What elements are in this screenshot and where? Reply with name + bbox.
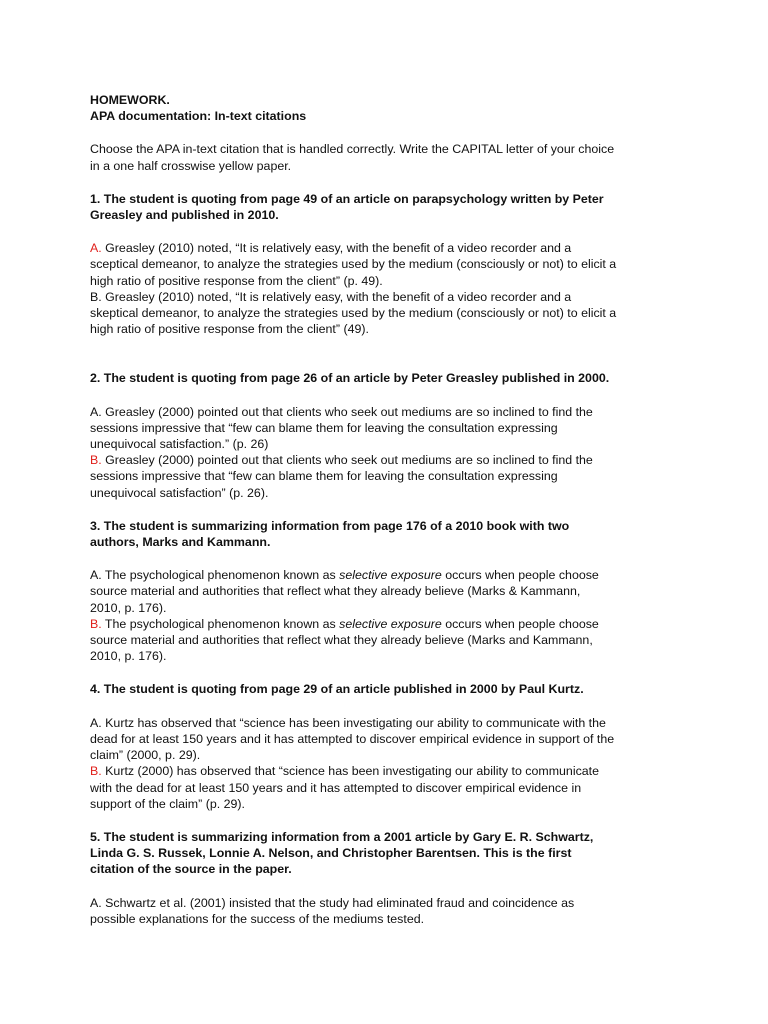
emphasized-term: selective exposure [339, 616, 442, 631]
option-line: source material and authorities that reflect what they already believe (Marks & Kammann, [90, 584, 581, 599]
prompt-line: 3. The student is summarizing information from page 176 of a 2010 book with two [90, 518, 570, 533]
option-line: The psychological phenomenon known as [101, 568, 340, 583]
question-5 [90, 829, 690, 927]
option-line: 2010, p. 176). [90, 649, 167, 664]
question-prompt [90, 370, 690, 386]
option-b [90, 289, 690, 338]
option-a [90, 715, 690, 764]
option-line: sessions impressive that “few can blame them for leaving the consultation expressing [90, 469, 558, 484]
question-2 [90, 370, 690, 500]
instructions [90, 141, 690, 173]
option-a [90, 567, 690, 616]
option-line: unequivocal satisfaction.” (p. 26) [90, 437, 269, 452]
option-letter: A. [90, 895, 102, 910]
question-1 [90, 191, 690, 338]
prompt-line: authors, Marks and Kammann. [90, 535, 271, 550]
prompt-line: 2. The student is quoting from page 26 of an article by Peter Greasley published in 2000. [90, 371, 610, 386]
option-b [90, 616, 690, 665]
option-line: Greasley (2010) noted, “It is relatively easy, with the benefit of a video recorder and a [101, 289, 572, 304]
prompt-line: citation of the source in the paper. [90, 862, 292, 877]
option-a [90, 404, 690, 453]
document-subtitle: APA documentation: In-text citations [90, 109, 307, 124]
emphasized-term: selective exposure [339, 568, 442, 583]
option-letter: B. [90, 289, 102, 304]
question-prompt [90, 191, 690, 223]
option-line: Kurtz (2000) has observed that “science has been investigating our ability to communicate [101, 764, 599, 779]
option-line: dead for at least 150 years and it has attempted to discover empirical evidence in support of the [90, 731, 615, 746]
option-letter: A. [90, 404, 102, 419]
option-line: Greasley (2000) pointed out that clients who seek out mediums are so inclined to find the [101, 404, 593, 419]
option-letter: A. [90, 715, 102, 730]
instructions-line: Choose the APA in-text citation that is handled correctly. Write the CAPITAL letter of your choice [90, 142, 615, 157]
instructions-line: in a one half crosswise yellow paper. [90, 158, 292, 173]
option-line: with the dead for at least 150 years and it has attempted to discover empirical evidence in [90, 780, 582, 795]
document-page [90, 92, 690, 927]
prompt-line: Greasley and published in 2010. [90, 208, 279, 223]
option-line: Schwartz et al. (2001) insisted that the study had eliminated fraud and coincidence as [101, 895, 575, 910]
option-letter: B. [90, 453, 102, 468]
option-letter: B. [90, 616, 102, 631]
question-prompt [90, 681, 690, 697]
option-line: Greasley (2000) pointed out that clients who seek out mediums are so inclined to find the [101, 453, 593, 468]
option-line: sceptical demeanor, to analyze the strategies used by the medium (consciously or not) to elicit a [90, 257, 617, 272]
prompt-line: 1. The student is quoting from page 49 of an article on parapsychology written by Peter [90, 191, 604, 206]
option-line: possible explanations for the success of the mediums tested. [90, 911, 425, 926]
option-b [90, 763, 690, 812]
prompt-line: Linda G. S. Russek, Lonnie A. Nelson, and Christopher Barentsen. This is the first [90, 846, 572, 861]
option-letter: A. [90, 568, 102, 583]
option-line: unequivocal satisfaction” (p. 26). [90, 485, 269, 500]
option-line: source material and authorities that reflect what they already believe (Marks and Kammann, [90, 633, 593, 648]
option-a [90, 240, 690, 289]
question-3 [90, 518, 690, 665]
option-line: Kurtz has observed that “science has been investigating our ability to communicate with the [101, 715, 606, 730]
option-line: 2010, p. 176). [90, 600, 167, 615]
option-line: The psychological phenomenon known as [101, 616, 340, 631]
question-prompt [90, 829, 690, 878]
option-line: support of the claim” (p. 29). [90, 796, 245, 811]
option-line: skeptical demeanor, to analyze the strategies used by the medium (consciously or not) to elicit a [90, 306, 617, 321]
document-title: HOMEWORK. [90, 93, 170, 107]
prompt-line: 5. The student is summarizing information from a 2001 article by Gary E. R. Schwartz, [90, 829, 594, 844]
option-line: high ratio of positive response from the client” (49). [90, 322, 369, 337]
option-line: sessions impressive that “few can blame them for leaving the consultation expressing [90, 420, 558, 435]
option-a [90, 895, 690, 927]
option-line: Greasley (2010) noted, “It is relatively easy, with the benefit of a video recorder and a [101, 241, 572, 256]
prompt-line: 4. The student is quoting from page 29 of an article published in 2000 by Paul Kurtz. [90, 682, 584, 697]
question-4 [90, 681, 690, 811]
option-letter: A. [90, 241, 102, 256]
option-line: occurs when people choose [441, 568, 599, 583]
option-letter: B. [90, 764, 102, 779]
option-line: high ratio of positive response from the client” (p. 49). [90, 273, 383, 288]
option-line: claim” (2000, p. 29). [90, 748, 201, 763]
option-line: occurs when people choose [441, 616, 599, 631]
option-b [90, 452, 690, 501]
question-prompt [90, 518, 690, 550]
